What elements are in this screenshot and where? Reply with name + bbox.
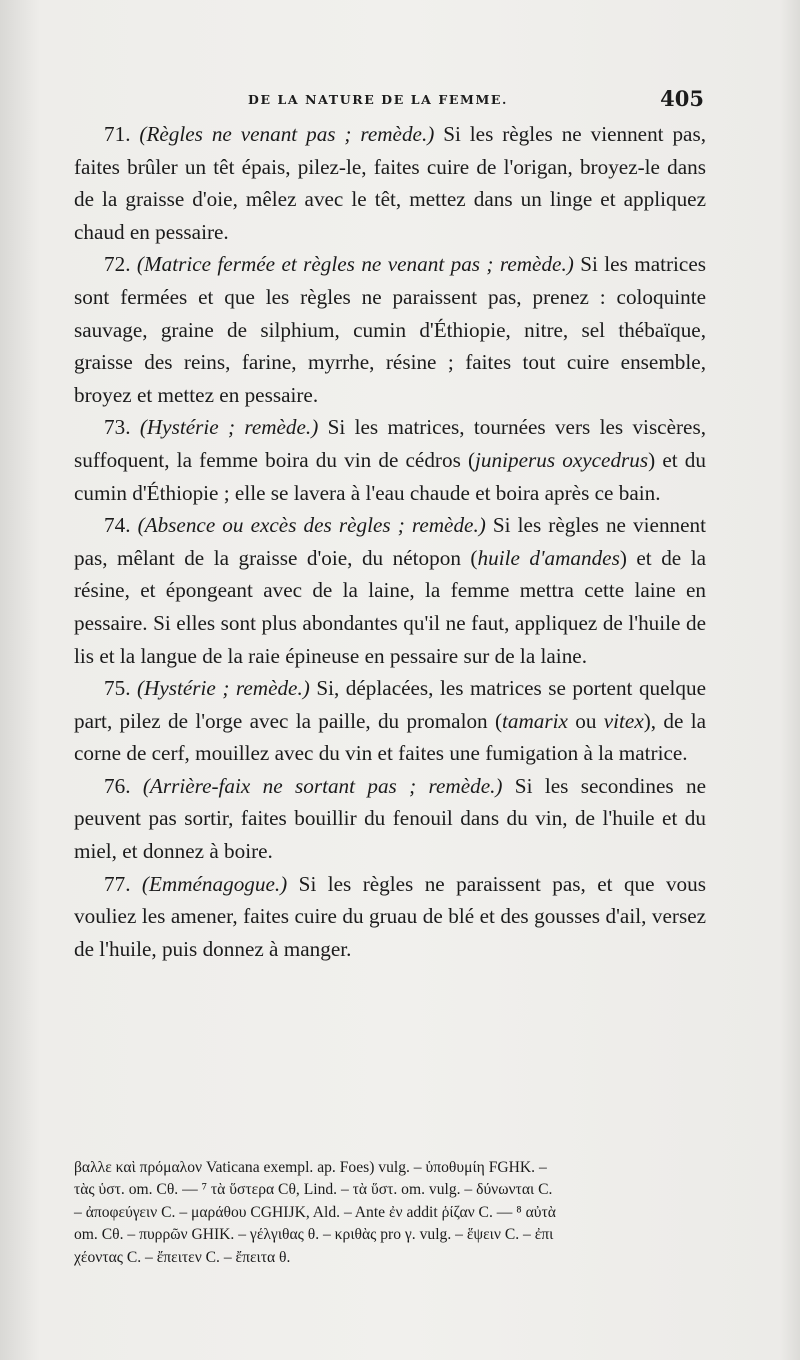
paragraph-74 [74, 509, 706, 672]
gloss-term: huile d'amandes [477, 545, 620, 570]
paragraph-body-mid: ou [567, 708, 604, 733]
paragraph-body-cont: ) et de la résine, et épongeant avec de la laine, la femme mettra cette laine en pessaire. Si elles sont plus abondantes qu'il ne faut, appliquez de l'huile de lis et la langue de la raie épineuse en pessaire sur de la laine. [74, 545, 706, 668]
paragraph-body: Si les matrices, tournées vers les viscères, suffoquent, la femme boira du vin de cédros ( [74, 415, 706, 472]
paragraph-number: 71. [104, 122, 131, 146]
footnote-line: χέοντας C. – ἔπειτεν C. – ἔπειτα θ. [74, 1248, 291, 1266]
paragraph-77 [74, 868, 706, 966]
paragraph-body: Si les secondines ne peuvent pas sortir, faites bouillir du fenouil dans du vin, de l'huile et du miel, et donnez à boire. [74, 773, 707, 864]
paragraph-73 [74, 411, 706, 509]
paragraph-72 [74, 248, 706, 411]
main-text [74, 118, 706, 965]
paragraph-body: Si les règles ne viennent pas, faites brûler un têt épais, pilez-le, faites cuire de l'origan, broyez-le dans de la graisse d'oie, mêlez avec le têt, mettez dans un linge et appliquez chaud en pessaire. [74, 122, 707, 244]
paragraph-number: 73. [104, 415, 131, 440]
paragraph-number: 72. [104, 252, 131, 277]
paragraph-title: (Matrice fermée et règles ne venant pas ; remède.) [136, 252, 574, 277]
paragraph-body-cont: ), de la corne de cerf, mouillez avec du vin et faites une fumigation à la matrice. [74, 708, 706, 766]
paragraph-number: 76. [104, 773, 131, 798]
paragraph-number: 77. [104, 871, 131, 896]
footnote-line: τὰς ὑστ. om. Cθ. — ⁷ τὰ ὕστερα Cθ, Lind. – τὰ ὕστ. om. vulg. – δύνωνται C. [74, 1181, 553, 1199]
footnote-line: om. Cθ. – πυρρῶν GHIK. – γέλγιθας θ. – κριθὰς pro γ. vulg. – ἕψειν C. – ἐπι [74, 1226, 554, 1244]
paragraph-body: Si les règles ne viennent pas, mêlant de la graisse d'oie, du nétopon ( [74, 513, 707, 570]
gloss-term: tamarix [502, 708, 568, 733]
paragraph-number: 75. [104, 676, 131, 701]
gloss-term-2: vitex [603, 708, 644, 733]
paragraph-title: (Hystérie ; remède.) [137, 676, 310, 701]
paragraph-title: (Hystérie ; remède.) [139, 415, 319, 440]
paragraph-number: 74. [104, 513, 131, 538]
page-header [240, 86, 710, 116]
paragraph-title: (Emménagogue.) [141, 871, 288, 896]
paragraph-title: (Absence ou excès des règles ; remède.) [137, 513, 486, 538]
paragraph-body: Si, déplacées, les matrices se portent quelque part, pilez de l'orge avec la paille, du promalon ( [74, 676, 707, 733]
paragraph-title: (Règles ne venant pas ; remède.) [139, 122, 435, 146]
footnote-line: βαλλε καὶ πρόμαλον Vaticana exempl. ap. Foes) vulg. – ὑποθυμίη FGHK. – [74, 1159, 547, 1176]
paragraph-76 [74, 770, 706, 868]
paragraph-71 [74, 118, 706, 248]
paragraph-title: (Arrière-faix ne sortant pas ; remède.) [142, 773, 503, 798]
page-number: 405 [660, 86, 704, 111]
paragraph-body: Si les matrices sont fermées et que les règles ne paraissent pas, prenez : coloquinte sauvage, graine de silphium, cumin d'Éthiopie, nitre, sel thébaïque, graisse des reins, farine, myrrhe, résine ; faites tout cuire ensemble, broyez et mettez en pessaire. [74, 252, 706, 407]
latin-term: juniperus oxycedrus [475, 447, 649, 472]
paragraph-body: Si les règles ne paraissent pas, et que vous vouliez les amener, faites cuire du gruau de blé et des gousses d'ail, versez de l'huile, puis donnez à manger. [74, 871, 706, 961]
paragraph-75 [74, 672, 706, 770]
footnotes [74, 1157, 706, 1269]
footnote-line: – ἀποφεύγειν C. – μαράθου CGHIJK, Ald. – Ante ἐν addit ῥίζαν C. — ⁸ αὐτὰ [74, 1203, 556, 1221]
paragraph-body-cont: ) et du cumin d'Éthiopie ; elle se lavera à l'eau chaude et boira après ce bain. [74, 447, 706, 505]
running-title: DE LA NATURE DE LA FEMME. [248, 92, 508, 107]
